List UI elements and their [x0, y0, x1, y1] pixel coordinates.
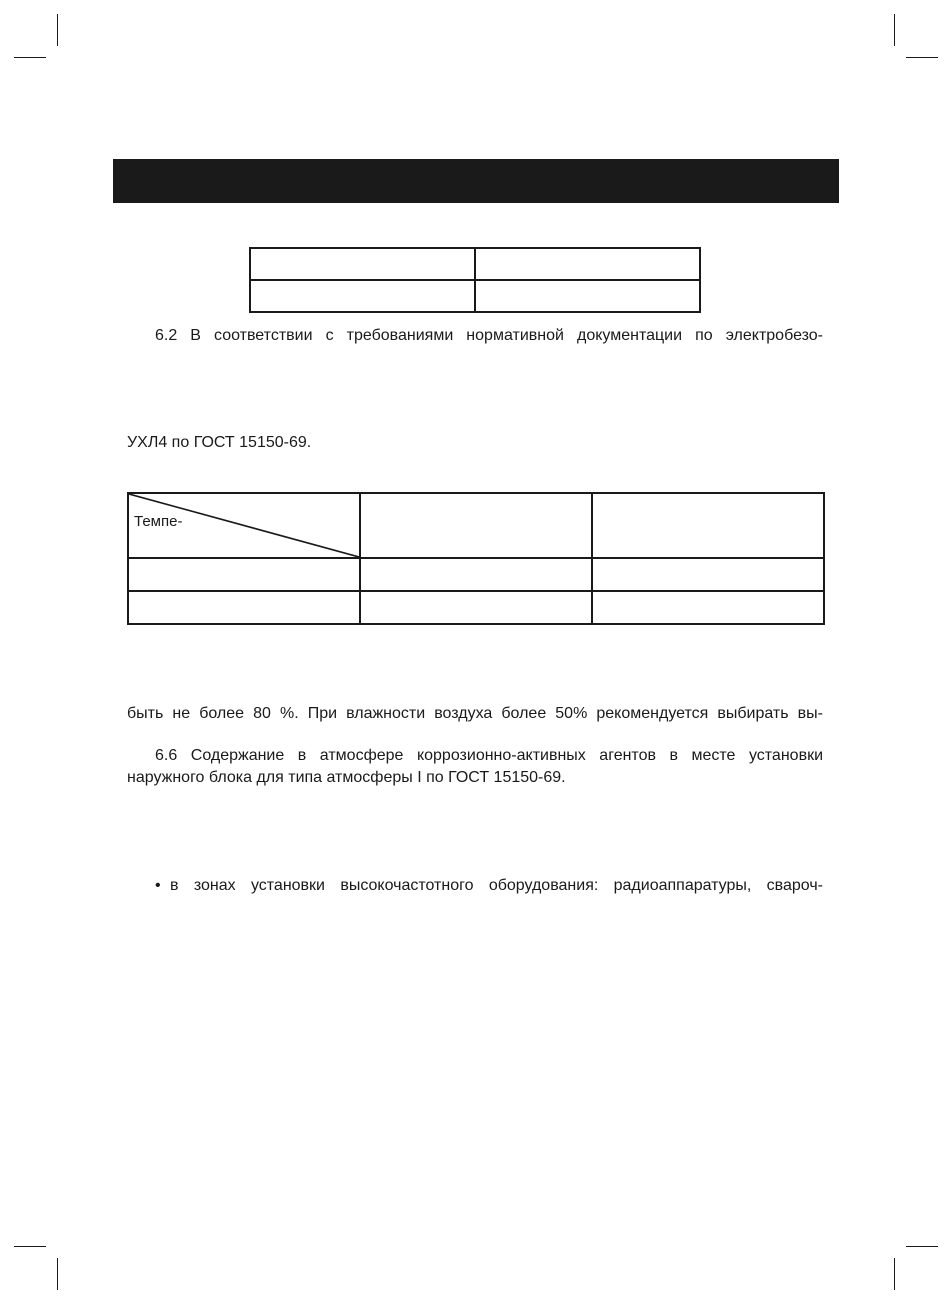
- table-cell: [475, 248, 700, 280]
- table-row: [128, 591, 824, 624]
- crop-mark-top-left-horizontal: [14, 57, 46, 58]
- table-cell: [250, 280, 475, 312]
- table-header-cell: [592, 493, 824, 558]
- paragraph-6-6-line-1: 6.6 Содержание в атмосфере коррозионно-активных агентов в месте установки: [155, 747, 823, 764]
- section-header-bar: [113, 159, 839, 203]
- crop-mark-bottom-right-horizontal: [906, 1246, 938, 1247]
- paragraph-6-2-line-1: 6.2 В соответствии с требованиями нормативной документации по электробезо-: [155, 327, 823, 344]
- paragraph-6-6-line-2: наружного блока для типа атмосферы I по ГОСТ 15150-69.: [127, 769, 566, 786]
- header-label-temperature: Темпе-: [134, 513, 183, 530]
- table-row: [250, 280, 700, 312]
- table-header-cell: [360, 493, 592, 558]
- table-cell: [592, 591, 824, 624]
- humidity-line: быть не более 80 %. При влажности воздуха более 50% рекомендуется выбирать вы-: [127, 705, 823, 722]
- table-row: [128, 558, 824, 591]
- uhl4-line: УХЛ4 по ГОСТ 15150-69.: [127, 434, 312, 451]
- crop-mark-top-left-vertical: [57, 14, 58, 46]
- diagonal-header-cell: [128, 493, 360, 558]
- table-row: [250, 248, 700, 280]
- crop-mark-top-right-horizontal: [906, 57, 938, 58]
- bullet-marker: •: [155, 877, 161, 894]
- crop-mark-bottom-left-vertical: [57, 1258, 58, 1290]
- table-cell: [360, 591, 592, 624]
- table-cell: [475, 280, 700, 312]
- table-cell: [592, 558, 824, 591]
- table-cell: [128, 591, 360, 624]
- bullet-line: в зонах установки высокочастотного оборудования: радиоаппаратуры, свароч-: [170, 877, 823, 894]
- table-top: [249, 247, 701, 313]
- table-temperature: [127, 492, 825, 625]
- crop-mark-bottom-left-horizontal: [14, 1246, 46, 1247]
- table-cell: [360, 558, 592, 591]
- crop-mark-top-right-vertical: [894, 14, 895, 46]
- crop-mark-bottom-right-vertical: [894, 1258, 895, 1290]
- table-cell: [128, 558, 360, 591]
- table-cell: [250, 248, 475, 280]
- table-header-row: [128, 493, 824, 558]
